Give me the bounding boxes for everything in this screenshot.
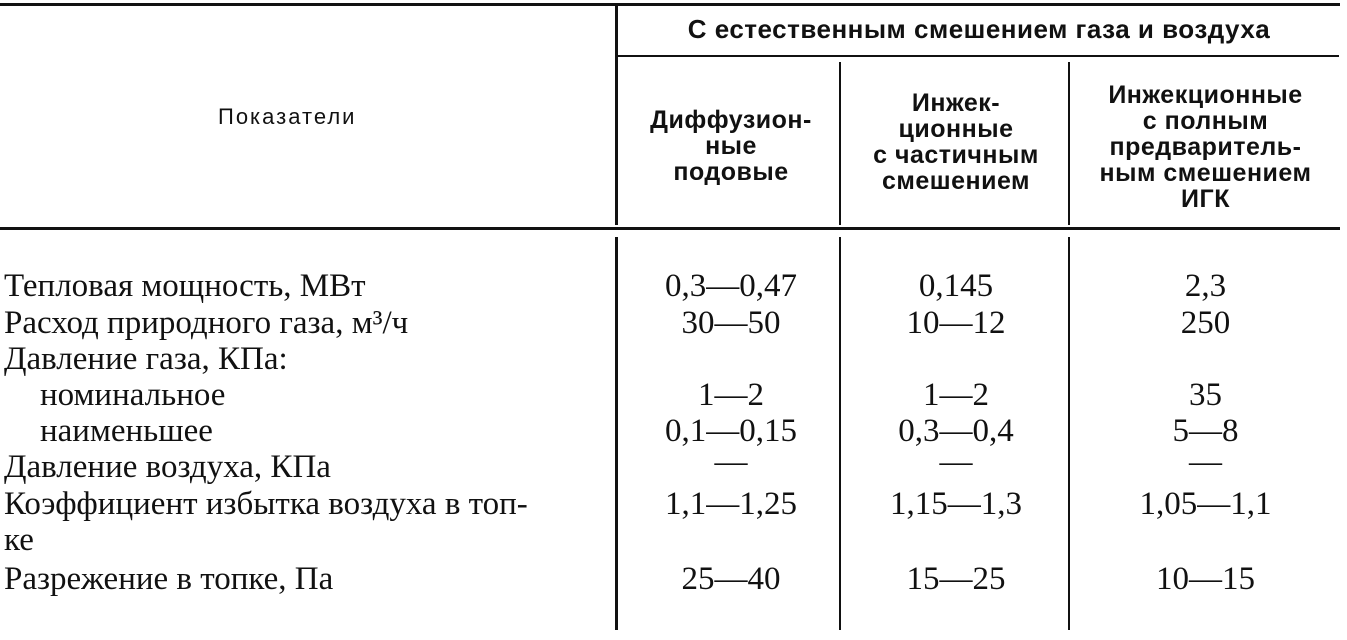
group-header: С естественным смешением газа и воздуха [687, 14, 1271, 44]
header-bottom-rule [0, 227, 1340, 230]
cell-full-mixing: 10—15 [1156, 561, 1255, 597]
row-label: Давление газа, КПа: [4, 341, 288, 377]
row-label: Расход природного газа, м³/ч [4, 305, 409, 341]
table-top-rule [0, 3, 1340, 6]
column-divider-1-body [615, 237, 618, 630]
cell-partial-mixing: — [939, 444, 973, 480]
column-header-diffusion: Диффузион- ные подовые [650, 106, 812, 186]
cell-partial-mixing: 0,145 [918, 268, 994, 304]
cell-partial-mixing: 1,15—1,3 [890, 486, 1022, 522]
cell-full-mixing: 5—8 [1172, 413, 1239, 449]
cell-diffusion: — [714, 444, 748, 480]
cell-diffusion: 1,1—1,25 [665, 486, 797, 522]
cell-diffusion: 1—2 [698, 377, 764, 413]
column-divider-3-body [1068, 237, 1070, 630]
cell-diffusion: 0,3—0,47 [665, 268, 797, 304]
row-label: номинальное [40, 377, 226, 413]
column-divider-1 [615, 3, 618, 225]
cell-full-mixing: 250 [1180, 305, 1231, 341]
cell-partial-mixing: 10—12 [906, 305, 1006, 341]
cell-partial-mixing: 0,3—0,4 [898, 413, 1014, 449]
column-header-partial-mixing: Инжек- ционные с частичным смешением [873, 89, 1039, 195]
cell-full-mixing: 1,05—1,1 [1139, 486, 1272, 522]
row-label: наименьшее [40, 413, 213, 449]
indicators-header: Показатели [218, 104, 357, 129]
cell-full-mixing: — [1189, 444, 1222, 480]
cell-diffusion: 0,1—0,15 [665, 413, 797, 449]
cell-diffusion: 25—40 [681, 561, 781, 597]
cell-full-mixing: 2,3 [1184, 268, 1227, 304]
row-label: Разрежение в топке, Па [4, 561, 334, 597]
cell-partial-mixing: 15—25 [906, 561, 1006, 597]
group-header-rule [617, 55, 1339, 57]
cell-full-mixing: 35 [1189, 377, 1222, 413]
row-label: Тепловая мощность, МВт [4, 268, 366, 304]
row-label-continuation: ке [4, 522, 34, 558]
cell-diffusion: 30—50 [681, 305, 781, 341]
row-label: Коэффициент избытка воздуха в топ- [4, 486, 528, 522]
cell-partial-mixing: 1—2 [923, 377, 989, 413]
row-label: Давление воздуха, КПа [4, 449, 331, 485]
column-divider-3 [1068, 62, 1070, 225]
column-header-full-mixing: Инжекционные с полным предваритель- ным смешением ИГК [1099, 81, 1312, 213]
